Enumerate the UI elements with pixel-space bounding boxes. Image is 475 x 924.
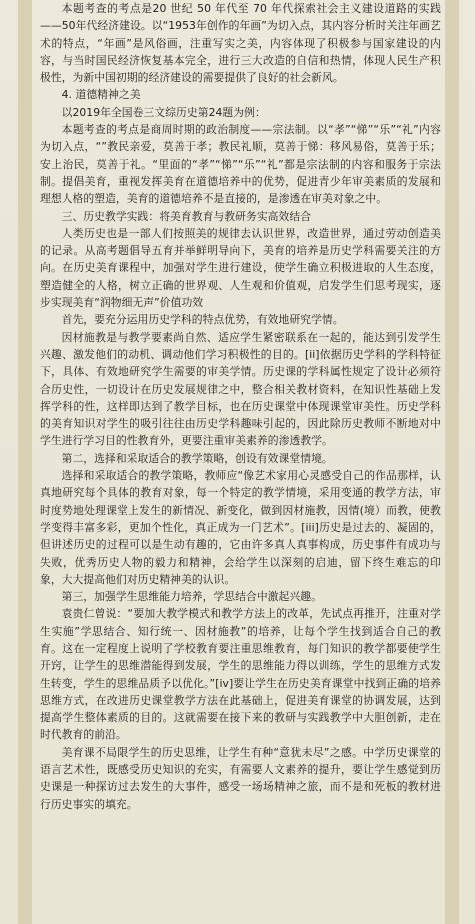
subheading-third-point: 第三，加强学生思维能力培养，学思结合中激起兴趣。 bbox=[61, 590, 322, 604]
paragraph-history-aesthetic-education: 人类历史也是一部人们按照美的规律去认识世界，改造世界，通过劳动创造美的记录。从高考题倡导五育并举鲜明导向下，美育的培养是历史学科需要关注的方向。在历史美育课程中，加强对学生进行建设，使学生确立积极进取的人生态度，塑造健全的人格，树立正确的世界观、人生观和价值观，启发学生们思考现实，逐步实现美育“润物细无声”价值功效 bbox=[40, 226, 441, 310]
heading-teaching-practice: 三、历史教学实践：将美育教育与教研务实高效结合 bbox=[61, 209, 312, 223]
paragraph-teaching-strategy: 选择和采取适合的教学策略，教师应“像艺术家用心灵感受自己的作品那样，认真地研究每个具体的教育对象，每一个特定的教学情境，采用变通的教学方法，审时度势地处理课堂上发生的新情况、新变化，做到因材施教，因情(境）而教，使教学变得丰富多彩，更加个性化，真正成为一门艺术”。[iii]历史是过去的、凝固的，但讲述历史的过程可以是生动有趣的，它由许多真人真事构成，历史事件有成功与失败，优秀历史人物的毅力和精神，会给学生以深刻的启迪，留下终生难忘的印象，大大提高他们对历史精神美的认识。 bbox=[40, 469, 441, 586]
paragraph-example-intro: 以2019年全国卷三文综历史第24题为例： bbox=[61, 105, 266, 119]
paragraph-teaching-according-to-aptitude: 因材施教是与教学要素尚自然、适应学生紧密联系在一起的，能达到引发学生兴趣、激发他们的动机、调动他们学习积极性的目的。[ii]依据历史学科的学科特征下，具体、有效地研究学生需要的审美学情。历史课的学科属性规定了设计必须符合历史性，一切设计在历史发展规律之中，整合相关教材资料，在知识性基础上发挥学科的性，这样即达到了教学目标，也在历史课堂中体现课堂审美性。历史学科的美育知识对学生的吸引往往由历史学科趣味引起的，因此除历史教师不断地对中学生进行学习目的性教育外，更要注重审美素养的渗透教学。 bbox=[40, 330, 441, 448]
paragraph-thinking-ability: 袁贵仁曾说：“要加大教学模式和教学方法上的改革，先试点再推开，注重对学生实施”学思结合、知行统一、因材施教”的培养，让每个学生找到适合自己的教育。这在一定程度上说明了学校教育要注重思维教育，每门知识的教学都要使学生开窍，让学生的思维潜能得到发展，学生的思维能力得以训练，学生的思维方式发生转变，学生的思维品质予以优化。”[iv]要让学生在历史美育课堂中找到正确的培养思维方式，在改进历史课堂教学方法在此基础上，促进美育课堂的协调发展，达到提高学生整体素质的目的。这就需要在接下来的教研与实践教学中大胆创新，走在时代教育的前沿。 bbox=[40, 607, 441, 742]
article-body bbox=[40, 0, 441, 813]
paragraph-1950s-economy-analysis: 本题考查的考点是20 世纪 50 年代至 70 年代探索社会主义建设道路的实践——50年代经济建设。以“1953年创作的年画”为切入点，其内容分析时关注年画艺术的特点，“年画”是风俗画，注重写实之美，内容体现了积极参与国家建设的内容，与当时国民经济恢复基本完全，进行三大改造的自信和热情，体现人民生产积极性，为新中国初期的经济建设的需要提供了良好的社会新风。 bbox=[40, 2, 441, 85]
paragraph-conclusion: 美育课不局限学生的历史思维，让学生有种“意犹未尽”之感。中学历史课堂的语言艺术性，既感受历史知识的充实，有需要人文素养的提升，要让学生感觉到历史课是一种探访过去发生的大事件，感受一场场精神之旅，而不是和死板的教材进行历史事实的填充。 bbox=[40, 745, 441, 811]
paragraph-patriarchal-system-analysis: 本题考查的考点是商周时期的政治制度——宗法制。以“孝”“悌”“乐”“礼”内容为切入点，“”教民亲爱，莫善于孝；教民礼顺，莫善于悌：移风易俗，莫善于乐；安上治民，莫善于礼。“里面的“孝”“悌”“乐”“礼”都是宗法制的内容和服务于宗法制。提倡美育，重视发挥美育在道德培养中的优势，促进青少年审美素质的发展和理想人格的塑造，美育的道德培养不是直接的，是渗透在审美对象之中。 bbox=[40, 123, 441, 206]
heading-moral-spirit-beauty: 4. 道德精神之美 bbox=[61, 88, 141, 102]
subheading-first-point: 首先，要充分运用历史学科的特点优势，有效地研究学情。 bbox=[61, 313, 344, 327]
subheading-second-point: 第二，选择和采取适合的教学策略，创设有效课堂情境。 bbox=[61, 451, 333, 465]
